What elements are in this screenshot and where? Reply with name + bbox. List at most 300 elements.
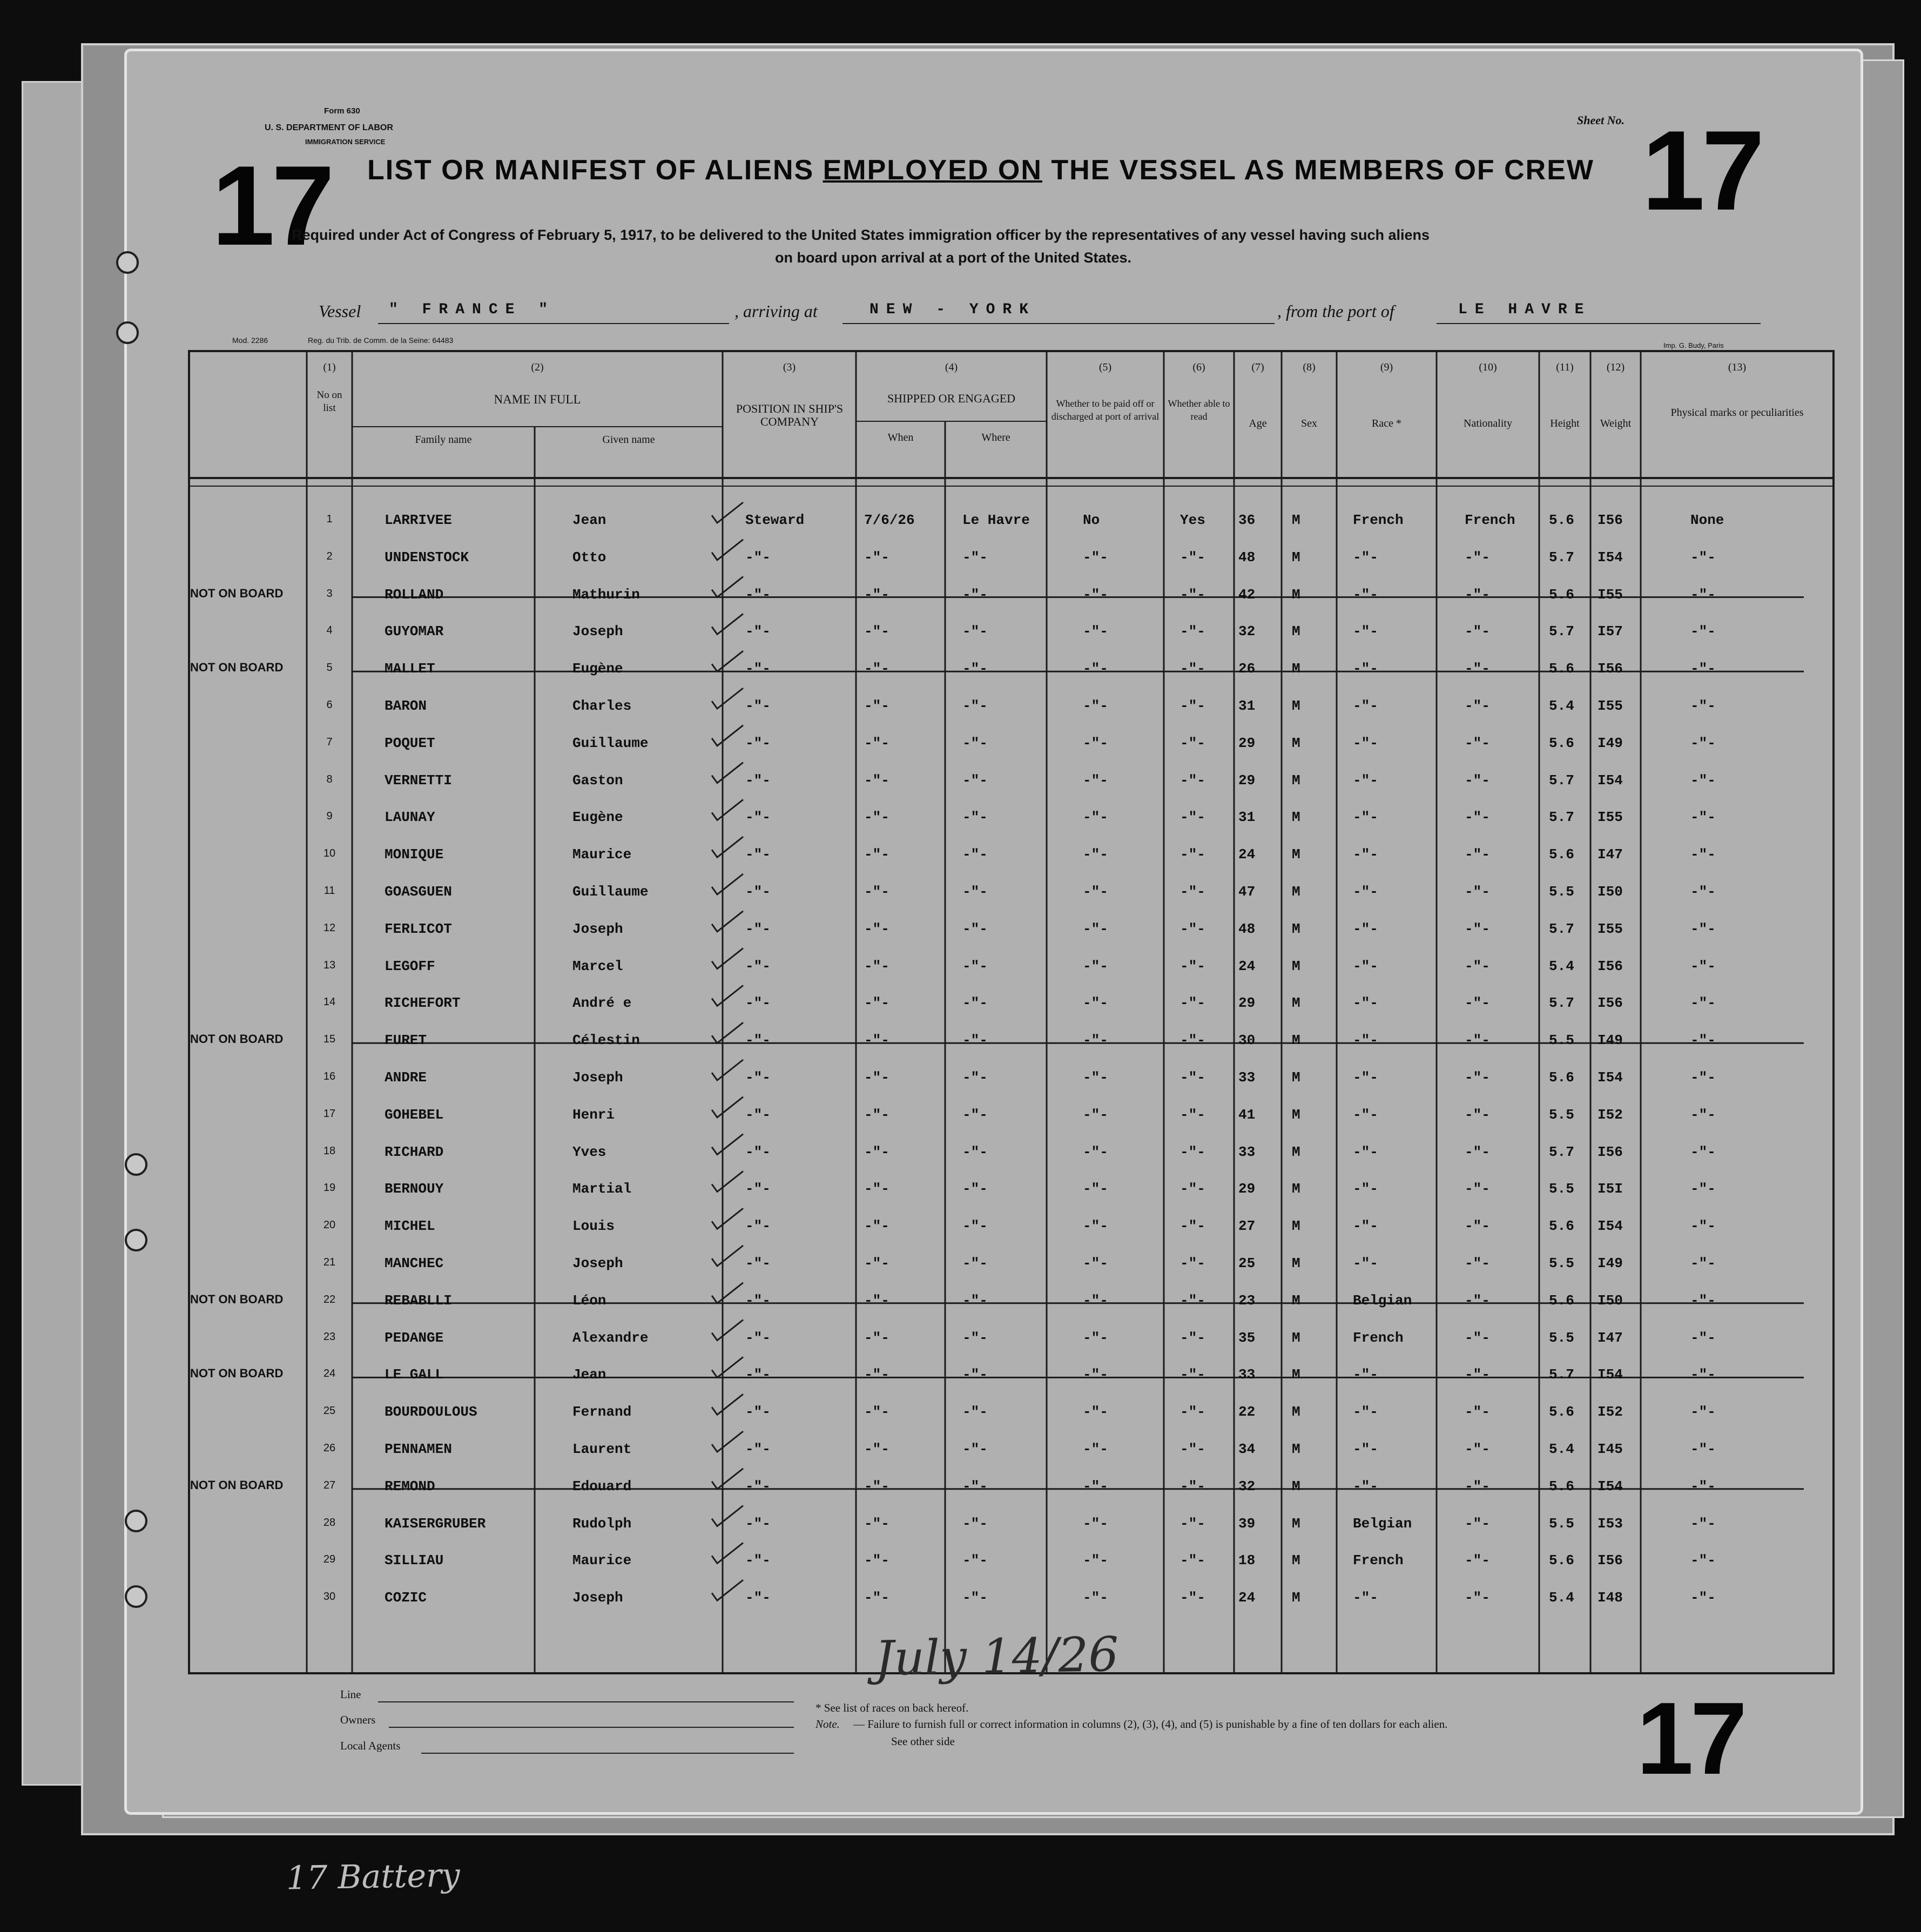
cell-race: -"- (1353, 1218, 1378, 1235)
row-number: 27 (323, 1479, 336, 1491)
cell-age: 33 (1238, 1069, 1256, 1086)
cell-height: 5.4 (1549, 958, 1574, 974)
col1-number: (1) (323, 361, 336, 373)
cell-paid: -"- (1083, 698, 1108, 714)
cell-age: 24 (1238, 1590, 1256, 1606)
cell-position: -"- (745, 1478, 771, 1495)
row-number: 30 (323, 1591, 336, 1603)
cell-where: -"- (962, 1218, 988, 1235)
cell-age: 26 (1238, 661, 1256, 677)
cell-where: -"- (962, 809, 988, 826)
cell-position: -"- (745, 1552, 771, 1569)
cell-weight: I54 (1598, 1366, 1623, 1383)
col3-header: POSITION IN SHIP'S COMPANY (736, 402, 844, 428)
cell-age: 22 (1238, 1404, 1256, 1421)
cell-sex: M (1292, 586, 1300, 603)
cell-where: Le Havre (962, 512, 1030, 528)
cell-height: 5.7 (1549, 772, 1574, 789)
cell-race: -"- (1353, 735, 1378, 751)
cell-position: -"- (745, 846, 771, 863)
col6-header: Whether able to read (1168, 398, 1230, 422)
cell-sex: M (1292, 1218, 1300, 1235)
cell-age: 33 (1238, 1366, 1256, 1383)
cell-read: -"- (1180, 1218, 1205, 1235)
cell-position: -"- (745, 772, 771, 789)
cell-height: 5.5 (1549, 884, 1574, 900)
cell-age: 29 (1238, 772, 1256, 789)
cell-where: -"- (962, 1478, 988, 1495)
cell-family: REBABLLI (385, 1292, 452, 1309)
cell-given: Joseph (572, 623, 623, 640)
col2-number: (2) (531, 361, 544, 373)
cell-when: -"- (864, 1478, 889, 1495)
check-mark (712, 874, 743, 894)
cell-paid: -"- (1083, 884, 1108, 900)
cell-where: -"- (962, 920, 988, 937)
cell-family: KAISERGRUBER (385, 1515, 486, 1532)
check-mark (712, 502, 743, 523)
cell-where: -"- (962, 884, 988, 900)
cell-sex: M (1292, 1404, 1300, 1421)
from-port: LE HAVRE (1458, 301, 1592, 318)
cell-when: -"- (864, 995, 889, 1012)
cell-age: 31 (1238, 809, 1256, 826)
cell-race: -"- (1353, 623, 1378, 640)
cell-height: 5.5 (1549, 1106, 1574, 1123)
cell-family: MANCHEC (385, 1255, 444, 1271)
cell-sex: M (1292, 1329, 1300, 1346)
row-number: 7 (326, 736, 333, 748)
cell-family: PENNAMEN (385, 1441, 452, 1457)
col7-header: Age (1249, 418, 1267, 429)
cell-given: Eugène (572, 661, 623, 677)
cell-marks: -"- (1690, 1069, 1716, 1086)
cell-sex: M (1292, 1552, 1300, 1569)
cell-paid: -"- (1083, 661, 1108, 677)
cell-given: Léon (572, 1292, 606, 1309)
cell-read: -"- (1180, 623, 1205, 640)
cell-race: -"- (1353, 920, 1378, 937)
cell-race: -"- (1353, 1478, 1378, 1495)
title-underlined-part: EMPLOYED ON (823, 154, 1042, 186)
cell-when: -"- (864, 1218, 889, 1235)
cell-marks: None (1690, 512, 1724, 528)
cell-when: -"- (864, 698, 889, 714)
col8-header: Sex (1301, 418, 1317, 429)
cell-nationality: -"- (1465, 1143, 1490, 1160)
cell-age: 30 (1238, 1032, 1256, 1049)
owners-label: Owners (340, 1713, 376, 1726)
cell-read: -"- (1180, 1404, 1205, 1421)
cell-marks: -"- (1690, 1590, 1716, 1606)
cell-marks: -"- (1690, 1515, 1716, 1532)
cell-nationality: -"- (1465, 698, 1490, 714)
cell-weight: I54 (1598, 549, 1623, 566)
cell-where: -"- (962, 549, 988, 566)
cell-nationality: -"- (1465, 1181, 1490, 1197)
cell-when: 7/6/26 (864, 512, 915, 528)
check-mark (712, 1357, 743, 1377)
cell-age: 42 (1238, 586, 1256, 603)
cell-family: LEGOFF (385, 958, 435, 974)
cell-weight: I55 (1598, 586, 1623, 603)
cell-weight: I50 (1598, 1292, 1623, 1309)
cell-read: -"- (1180, 772, 1205, 789)
cell-position: -"- (745, 623, 771, 640)
cell-paid: -"- (1083, 846, 1108, 863)
cell-where: -"- (962, 586, 988, 603)
cell-read: -"- (1180, 1292, 1205, 1309)
cell-paid: No (1083, 512, 1100, 528)
cell-nationality: -"- (1465, 809, 1490, 826)
cell-weight: I54 (1598, 1069, 1623, 1086)
cell-weight: I56 (1598, 661, 1623, 677)
cell-height: 5.6 (1549, 846, 1574, 863)
cell-marks: -"- (1690, 809, 1716, 826)
cell-paid: -"- (1083, 1441, 1108, 1457)
note-text: — Failure to furnish full or correct information in columns (2), (3), (4), and (5) is punishable by a fine of ten dollars for each alien. (853, 1718, 1448, 1731)
cell-when: -"- (864, 1032, 889, 1049)
not-on-board-note: NOT ON BOARD (190, 586, 284, 600)
cell-position: Steward (745, 512, 805, 528)
cell-given: Martial (572, 1181, 632, 1197)
cell-nationality: -"- (1465, 920, 1490, 937)
check-mark (712, 1134, 743, 1155)
cell-marks: -"- (1690, 1329, 1716, 1346)
cell-nationality: -"- (1465, 1106, 1490, 1123)
cell-family: RICHARD (385, 1143, 444, 1160)
cell-nationality: -"- (1465, 1404, 1490, 1421)
row-number: 15 (323, 1033, 336, 1046)
cell-position: -"- (745, 1515, 771, 1532)
cell-weight: I54 (1598, 1218, 1623, 1235)
cell-when: -"- (864, 1106, 889, 1123)
row-number: 19 (323, 1182, 336, 1194)
cell-sex: M (1292, 846, 1300, 863)
cell-given: Yves (572, 1143, 606, 1160)
cell-given: Otto (572, 549, 606, 566)
cell-paid: -"- (1083, 995, 1108, 1012)
cell-position: -"- (745, 809, 771, 826)
cell-marks: -"- (1690, 1181, 1716, 1197)
cell-race: -"- (1353, 1590, 1378, 1606)
row-number: 22 (323, 1293, 336, 1305)
cell-paid: -"- (1083, 1218, 1108, 1235)
cell-sex: M (1292, 661, 1300, 677)
note-label: Note. (815, 1718, 840, 1731)
cell-age: 39 (1238, 1515, 1256, 1532)
cell-when: -"- (864, 623, 889, 640)
check-mark (712, 1060, 743, 1080)
cell-family: GOHEBEL (385, 1106, 444, 1123)
cell-read: -"- (1180, 549, 1205, 566)
cell-race: French (1353, 1552, 1404, 1569)
cell-sex: M (1292, 735, 1300, 751)
cell-when: -"- (864, 661, 889, 677)
cell-family: UNDENSTOCK (385, 549, 469, 566)
sheet-stamp-left: 17 (212, 142, 332, 269)
cell-marks: -"- (1690, 920, 1716, 937)
sheet-number-label: Sheet No. (1577, 113, 1625, 127)
cell-weight: I57 (1598, 623, 1623, 640)
check-mark (712, 540, 743, 560)
cell-read: -"- (1180, 958, 1205, 974)
cell-height: 5.6 (1549, 1552, 1574, 1569)
row-number: 25 (323, 1405, 336, 1417)
cell-when: -"- (864, 735, 889, 751)
cell-read: -"- (1180, 846, 1205, 863)
cell-family: POQUET (385, 735, 435, 751)
arriving-label: , arriving at (734, 301, 818, 321)
cell-nationality: -"- (1465, 1590, 1490, 1606)
cell-marks: -"- (1690, 623, 1716, 640)
see-other-side: See other side (891, 1735, 955, 1748)
cell-weight: I56 (1598, 512, 1623, 528)
cell-where: -"- (962, 958, 988, 974)
check-mark (712, 1171, 743, 1191)
cell-where: -"- (962, 1515, 988, 1532)
row-number: 12 (323, 921, 336, 934)
cell-given: Guillaume (572, 735, 649, 751)
cell-race: -"- (1353, 1441, 1378, 1457)
cell-age: 32 (1238, 1478, 1256, 1495)
form-number: Form 630 (324, 106, 360, 116)
cell-when: -"- (864, 1292, 889, 1309)
cell-given: Charles (572, 698, 632, 714)
cell-race: -"- (1353, 772, 1378, 789)
cell-age: 48 (1238, 549, 1256, 566)
cell-height: 5.5 (1549, 1032, 1574, 1049)
cell-where: -"- (962, 698, 988, 714)
cell-nationality: -"- (1465, 549, 1490, 566)
cell-height: 5.7 (1549, 995, 1574, 1012)
cell-marks: -"- (1690, 995, 1716, 1012)
cell-sex: M (1292, 1478, 1300, 1495)
cell-nationality: -"- (1465, 1515, 1490, 1532)
cell-when: -"- (864, 549, 889, 566)
cell-family: REMOND (385, 1478, 435, 1495)
cell-height: 5.4 (1549, 698, 1574, 714)
check-mark (712, 911, 743, 932)
row-number: 26 (323, 1442, 336, 1454)
cell-height: 5.6 (1549, 1404, 1574, 1421)
cell-paid: -"- (1083, 1181, 1108, 1197)
col13-header: Physical marks or peculiarities (1670, 407, 1804, 419)
cell-position: -"- (745, 1106, 771, 1123)
row-number: 28 (323, 1516, 336, 1529)
cell-given: Jean (572, 1366, 606, 1383)
cell-height: 5.4 (1549, 1590, 1574, 1606)
cell-paid: -"- (1083, 1143, 1108, 1160)
subtitle-line-1: Required under Act of Congress of February 5, 1917, to be delivered to the United States immigration officer by the representatives of any vessel having such aliens (292, 227, 1430, 243)
cell-marks: -"- (1690, 1441, 1716, 1457)
cell-race: -"- (1353, 1366, 1378, 1383)
cell-when: -"- (864, 1069, 889, 1086)
cell-race: -"- (1353, 698, 1378, 714)
col7-number: (7) (1251, 361, 1264, 373)
cell-nationality: French (1465, 512, 1515, 528)
cell-race: -"- (1353, 1106, 1378, 1123)
row-number: 16 (323, 1071, 336, 1082)
cell-weight: I52 (1598, 1404, 1623, 1421)
col1-header: No on list (316, 389, 342, 414)
cell-height: 5.7 (1549, 1366, 1574, 1383)
cell-sex: M (1292, 920, 1300, 937)
department-name: U. S. DEPARTMENT OF LABOR (265, 123, 393, 132)
cell-sex: M (1292, 1181, 1300, 1197)
cell-when: -"- (864, 586, 889, 603)
line-label: Line (340, 1688, 361, 1701)
cell-family: FERLICOT (385, 920, 452, 937)
cell-given: Célestin (572, 1032, 640, 1049)
cell-age: 25 (1238, 1255, 1256, 1271)
cell-height: 5.6 (1549, 661, 1574, 677)
cell-read: -"- (1180, 586, 1205, 603)
cell-weight: I55 (1598, 698, 1623, 714)
handwritten-date: July 14/26 (874, 1626, 1120, 1686)
cell-height: 5.7 (1549, 623, 1574, 640)
cell-height: 5.7 (1549, 549, 1574, 566)
service-name: IMMIGRATION SERVICE (305, 138, 386, 146)
agents-underline (421, 1753, 794, 1754)
cell-given: Edouard (572, 1478, 632, 1495)
cell-nationality: -"- (1465, 661, 1490, 677)
check-mark (712, 1394, 743, 1415)
row-number: 5 (326, 662, 333, 674)
cell-sex: M (1292, 549, 1300, 566)
cell-position: -"- (745, 1032, 771, 1049)
cell-where: -"- (962, 995, 988, 1012)
check-mark (712, 651, 743, 671)
cell-age: 29 (1238, 1181, 1256, 1197)
check-mark (712, 799, 743, 820)
cell-where: -"- (962, 846, 988, 863)
cell-read: -"- (1180, 1329, 1205, 1346)
cell-height: 5.5 (1549, 1329, 1574, 1346)
cell-height: 5.6 (1549, 586, 1574, 603)
cell-position: -"- (745, 735, 771, 751)
cell-race: -"- (1353, 549, 1378, 566)
cell-paid: -"- (1083, 549, 1108, 566)
cell-weight: I54 (1598, 1478, 1623, 1495)
cell-given: Alexandre (572, 1329, 649, 1346)
cell-family: SILLIAU (385, 1552, 444, 1569)
cell-given: Rudolph (572, 1515, 632, 1532)
not-on-board-note: NOT ON BOARD (190, 1366, 284, 1381)
check-mark (712, 837, 743, 857)
cell-read: -"- (1180, 1590, 1205, 1606)
cell-sex: M (1292, 623, 1300, 640)
row-number: 11 (323, 885, 335, 897)
cell-height: 5.7 (1549, 1143, 1574, 1160)
col5-number: (5) (1098, 361, 1112, 373)
cell-weight: I5I (1598, 1181, 1623, 1197)
cell-age: 32 (1238, 623, 1256, 640)
cell-where: -"- (962, 772, 988, 789)
check-mark (712, 577, 743, 597)
cell-sex: M (1292, 1590, 1300, 1606)
cell-position: -"- (745, 1441, 771, 1457)
cell-read: -"- (1180, 1143, 1205, 1160)
cell-paid: -"- (1083, 735, 1108, 751)
cell-given: Maurice (572, 1552, 632, 1569)
cell-height: 5.5 (1549, 1181, 1574, 1197)
cell-nationality: -"- (1465, 1329, 1490, 1346)
cell-marks: -"- (1690, 772, 1716, 789)
cell-family: ANDRE (385, 1069, 427, 1086)
cell-where: -"- (962, 1181, 988, 1197)
cell-paid: -"- (1083, 1032, 1108, 1049)
cell-sex: M (1292, 1366, 1300, 1383)
cell-when: -"- (864, 884, 889, 900)
cell-race: -"- (1353, 884, 1378, 900)
row-number: 23 (323, 1330, 336, 1343)
cell-when: -"- (864, 1143, 889, 1160)
cell-when: -"- (864, 809, 889, 826)
cell-height: 5.4 (1549, 1441, 1574, 1457)
cell-weight: I56 (1598, 1552, 1623, 1569)
col10-header: Nationality (1464, 418, 1512, 429)
cell-when: -"- (864, 1441, 889, 1457)
cell-given: Joseph (572, 1255, 623, 1271)
cell-given: Fernand (572, 1404, 632, 1421)
cell-nationality: -"- (1465, 1478, 1490, 1495)
row-number: 10 (323, 847, 336, 860)
cell-marks: -"- (1690, 1292, 1716, 1309)
check-mark (712, 1097, 743, 1118)
cell-paid: -"- (1083, 1366, 1108, 1383)
cell-where: -"- (962, 1552, 988, 1569)
cell-family: PEDANGE (385, 1329, 444, 1346)
check-marks (712, 502, 743, 1600)
cell-race: Belgian (1353, 1515, 1412, 1532)
cell-sex: M (1292, 958, 1300, 974)
cell-height: 5.5 (1549, 1255, 1574, 1271)
bottom-handwriting: 17 Battery (286, 1856, 461, 1897)
cell-read: -"- (1180, 1552, 1205, 1569)
cell-age: 47 (1238, 884, 1256, 900)
cell-position: -"- (745, 1255, 771, 1271)
cell-nationality: -"- (1465, 995, 1490, 1012)
cell-weight: I47 (1598, 1329, 1623, 1346)
cell-family: LE GALL (385, 1366, 444, 1383)
row-number: 1 (326, 513, 333, 525)
cell-weight: I56 (1598, 995, 1623, 1012)
check-mark (712, 1431, 743, 1452)
cell-position: -"- (745, 884, 771, 900)
cell-marks: -"- (1690, 1255, 1716, 1271)
cell-read: Yes (1180, 512, 1205, 528)
cell-height: 5.5 (1549, 1515, 1574, 1532)
cell-marks: -"- (1690, 1218, 1716, 1235)
cell-position: -"- (745, 1181, 771, 1197)
cell-paid: -"- (1083, 920, 1108, 937)
cell-given: Joseph (572, 1590, 623, 1606)
cell-weight: I55 (1598, 920, 1623, 937)
cell-age: 33 (1238, 1143, 1256, 1160)
cell-marks: -"- (1690, 1143, 1716, 1160)
cell-nationality: -"- (1465, 1366, 1490, 1383)
check-mark (712, 1022, 743, 1043)
cell-nationality: -"- (1465, 1069, 1490, 1086)
check-mark (712, 1208, 743, 1229)
cell-weight: I49 (1598, 1255, 1623, 1271)
check-mark (712, 1246, 743, 1266)
cell-family: GUYOMAR (385, 623, 444, 640)
cell-read: -"- (1180, 698, 1205, 714)
check-mark (712, 1283, 743, 1303)
cell-nationality: -"- (1465, 846, 1490, 863)
